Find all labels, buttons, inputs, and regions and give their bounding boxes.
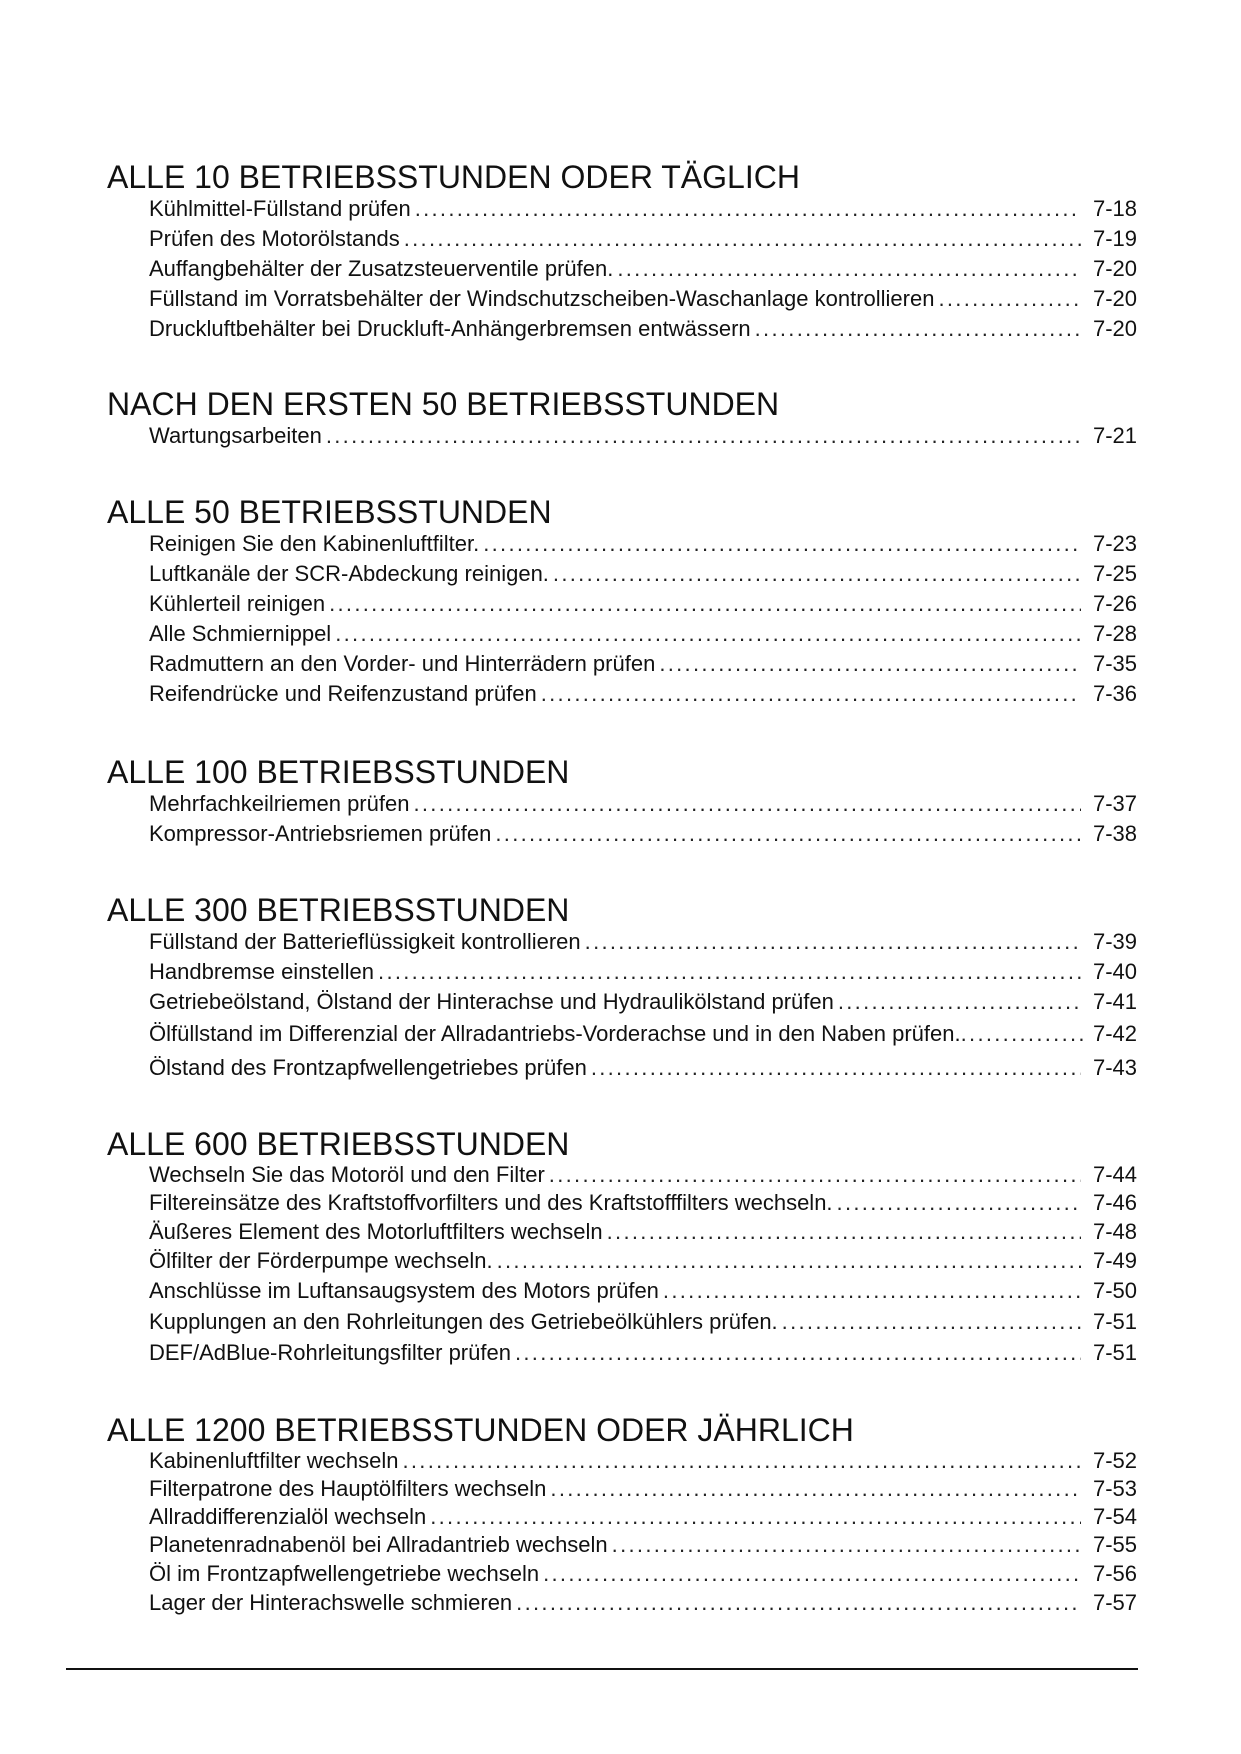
section-title: NACH DEN ERSTEN 50 BETRIEBSSTUNDEN bbox=[107, 386, 780, 422]
toc-entry[interactable] bbox=[149, 284, 1137, 314]
entry-page-number: 7-36 bbox=[1092, 681, 1137, 706]
entry-label: Anschlüsse im Luftansaugsystem des Motors prüfen bbox=[149, 1278, 659, 1303]
entry-page-number: 7-52 bbox=[1092, 1448, 1137, 1473]
entry-label: Mehrfachkeilriemen prüfen bbox=[149, 791, 410, 816]
dot-leader bbox=[550, 1474, 1081, 1503]
dot-leader bbox=[402, 1447, 1081, 1474]
section-first-50 bbox=[107, 387, 1137, 451]
entry-page-number: 7-49 bbox=[1092, 1248, 1137, 1273]
entry-label: Wartungsarbeiten bbox=[149, 423, 322, 448]
dot-leader bbox=[516, 1588, 1081, 1617]
entry-label: Planetenradnabenöl bei Allradantrieb wechseln bbox=[149, 1532, 608, 1557]
dot-leader bbox=[585, 927, 1081, 957]
dot-leader bbox=[612, 1531, 1081, 1559]
toc-entry[interactable] bbox=[149, 529, 1137, 559]
entry-label: Luftkanäle der SCR-Abdeckung reinigen. bbox=[149, 561, 549, 586]
entry-label: Getriebeölstand, Ölstand der Hinterachse und Hydraulikölstand prüfen bbox=[149, 989, 834, 1014]
entry-page-number: 7-21 bbox=[1092, 423, 1137, 448]
dot-leader bbox=[404, 224, 1081, 254]
toc-entry[interactable] bbox=[149, 1531, 1137, 1559]
entry-label: Kühlerteil reinigen bbox=[149, 591, 326, 616]
entry-page-number: 7-46 bbox=[1092, 1190, 1137, 1215]
entry-label: Allraddifferenzialöl wechseln bbox=[149, 1504, 427, 1529]
toc-entry[interactable] bbox=[149, 649, 1137, 679]
section-title: ALLE 50 BETRIEBSSTUNDEN bbox=[107, 494, 552, 530]
toc-entry[interactable] bbox=[149, 1246, 1137, 1276]
entry-label: Kabinenluftfilter wechseln bbox=[149, 1448, 399, 1473]
dot-leader bbox=[413, 789, 1081, 819]
toc-entry[interactable] bbox=[149, 559, 1137, 589]
entry-label: Filtereinsätze des Kraftstoffvorfilters und des Kraftstofffilters wechseln. bbox=[149, 1190, 833, 1215]
toc-entry[interactable] bbox=[149, 1306, 1137, 1337]
entry-page-number: 7-48 bbox=[1092, 1219, 1137, 1244]
dot-leader bbox=[335, 619, 1081, 649]
entry-list bbox=[107, 927, 1137, 1085]
entry-label: Füllstand der Batterieflüssigkeit kontrollieren bbox=[149, 929, 581, 954]
toc-entry[interactable] bbox=[149, 1588, 1137, 1617]
entry-list bbox=[107, 1161, 1137, 1368]
section-title: ALLE 10 BETRIEBSSTUNDEN ODER TÄGLICH bbox=[107, 159, 800, 195]
entry-page-number: 7-44 bbox=[1092, 1162, 1137, 1187]
toc-entry[interactable] bbox=[149, 1337, 1137, 1368]
section-300 bbox=[107, 893, 1137, 1085]
entry-label: Reinigen Sie den Kabinenluftfilter. bbox=[149, 531, 480, 556]
entry-page-number: 7-39 bbox=[1092, 929, 1137, 954]
entry-page-number: 7-28 bbox=[1092, 621, 1137, 646]
entry-label: Ölfilter der Förderpumpe wechseln. bbox=[149, 1248, 493, 1273]
entry-label: Kühlmittel-Füllstand prüfen bbox=[149, 196, 411, 221]
entry-label: Handbremse einstellen bbox=[149, 959, 375, 984]
toc-entry[interactable] bbox=[149, 314, 1137, 344]
section-100 bbox=[107, 755, 1137, 849]
toc-entry[interactable] bbox=[149, 789, 1137, 819]
entry-label: Äußeres Element des Motorluftfilters wechseln bbox=[149, 1219, 603, 1244]
entry-label: Kompressor-Antriebsriemen prüfen bbox=[149, 821, 492, 846]
dot-leader bbox=[326, 421, 1081, 451]
dot-leader bbox=[961, 1017, 1085, 1051]
entry-label: Füllstand im Vorratsbehälter der Windschutzscheiben-Waschanlage kontrollieren bbox=[149, 286, 935, 311]
dot-leader bbox=[617, 254, 1081, 284]
entry-label: Wechseln Sie das Motoröl und den Filter bbox=[149, 1162, 545, 1187]
entry-page-number: 7-19 bbox=[1092, 226, 1137, 251]
section-title: ALLE 100 BETRIEBSSTUNDEN bbox=[107, 754, 570, 790]
toc-entry[interactable] bbox=[149, 987, 1137, 1017]
entry-page-number: 7-43 bbox=[1092, 1055, 1137, 1080]
entry-page-number: 7-23 bbox=[1092, 531, 1137, 556]
dot-leader bbox=[497, 1246, 1081, 1276]
entry-page-number: 7-55 bbox=[1092, 1532, 1137, 1557]
section-600 bbox=[107, 1127, 1137, 1368]
toc-entry[interactable] bbox=[149, 819, 1137, 849]
entry-label: Ölstand des Frontzapfwellengetriebes prüfen bbox=[149, 1055, 587, 1080]
entry-label: Radmuttern an den Vorder- und Hinterrädern prüfen bbox=[149, 651, 656, 676]
dot-leader bbox=[495, 819, 1081, 849]
entry-label: Alle Schmiernippel bbox=[149, 621, 332, 646]
entry-page-number: 7-42 bbox=[1092, 1021, 1137, 1046]
entry-label: Auffangbehälter der Zusatzsteuerventile prüfen. bbox=[149, 256, 614, 281]
toc-entry[interactable] bbox=[149, 194, 1137, 224]
dot-leader bbox=[483, 529, 1081, 559]
section-50 bbox=[107, 495, 1137, 709]
toc-entry[interactable] bbox=[149, 1503, 1137, 1531]
toc-entry[interactable] bbox=[149, 679, 1137, 709]
section-title: ALLE 300 BETRIEBSSTUNDEN bbox=[107, 892, 570, 928]
entry-label: Ölfüllstand im Differenzial der Allradantriebs-Vorderachse und in den Naben prüfen. bbox=[149, 1021, 961, 1046]
entry-page-number: 7-20 bbox=[1092, 286, 1137, 311]
dot-leader bbox=[755, 314, 1081, 344]
entry-page-number: 7-35 bbox=[1092, 651, 1137, 676]
toc-entry[interactable] bbox=[149, 589, 1137, 619]
footer-divider bbox=[66, 1668, 1138, 1670]
section-title: ALLE 1200 BETRIEBSSTUNDEN ODER JÄHRLICH bbox=[107, 1412, 854, 1448]
dot-leader bbox=[543, 1559, 1081, 1588]
toc-entry[interactable] bbox=[149, 1161, 1137, 1188]
entry-page-number: 7-41 bbox=[1092, 989, 1137, 1014]
entry-page-number: 7-20 bbox=[1092, 256, 1137, 281]
entry-page-number: 7-53 bbox=[1092, 1476, 1137, 1501]
entry-list bbox=[107, 529, 1137, 709]
entry-list bbox=[107, 1447, 1137, 1617]
toc-entry[interactable] bbox=[149, 224, 1137, 254]
dot-leader bbox=[430, 1503, 1081, 1531]
entry-label: Filterpatrone des Hauptölfilters wechseln bbox=[149, 1476, 547, 1501]
dot-leader bbox=[515, 1337, 1081, 1368]
toc-entry[interactable] bbox=[149, 1017, 1137, 1051]
section-1200 bbox=[107, 1413, 1137, 1617]
entry-page-number: 7-56 bbox=[1092, 1561, 1137, 1586]
toc-entry[interactable] bbox=[149, 1474, 1137, 1503]
dot-leader bbox=[415, 194, 1081, 224]
toc-entry[interactable] bbox=[149, 254, 1137, 284]
entry-page-number: 7-18 bbox=[1092, 196, 1137, 221]
entry-label: Öl im Frontzapfwellengetriebe wechseln bbox=[149, 1561, 540, 1586]
entry-page-number: 7-50 bbox=[1092, 1278, 1137, 1303]
entry-label: Reifendrücke und Reifenzustand prüfen bbox=[149, 681, 537, 706]
dot-leader bbox=[591, 1051, 1081, 1085]
dot-leader bbox=[837, 1188, 1081, 1217]
dot-leader bbox=[607, 1217, 1081, 1246]
toc-entry[interactable] bbox=[149, 1188, 1137, 1217]
dot-leader bbox=[549, 1161, 1081, 1188]
entry-page-number: 7-37 bbox=[1092, 791, 1137, 816]
dot-leader bbox=[938, 284, 1081, 314]
entry-page-number: 7-40 bbox=[1092, 959, 1137, 984]
toc-entry[interactable] bbox=[149, 1447, 1137, 1474]
toc-entry[interactable] bbox=[149, 1559, 1137, 1588]
toc-entry[interactable] bbox=[149, 1051, 1137, 1085]
entry-page-number: 7-51 bbox=[1092, 1340, 1137, 1365]
toc-entry[interactable] bbox=[149, 927, 1137, 957]
entry-page-number: 7-26 bbox=[1092, 591, 1137, 616]
entry-label: Prüfen des Motorölstands bbox=[149, 226, 400, 251]
entry-label: Druckluftbehälter bei Druckluft-Anhängerbremsen entwässern bbox=[149, 316, 751, 341]
dot-leader bbox=[541, 679, 1081, 709]
dot-leader bbox=[663, 1276, 1081, 1306]
entry-list bbox=[107, 421, 1137, 451]
entry-list bbox=[107, 789, 1137, 849]
section-daily bbox=[107, 160, 1137, 344]
dot-leader bbox=[659, 649, 1081, 679]
section-title: ALLE 600 BETRIEBSSTUNDEN bbox=[107, 1126, 570, 1162]
dot-leader bbox=[329, 589, 1081, 619]
entry-page-number: 7-57 bbox=[1092, 1590, 1137, 1615]
toc-entry[interactable] bbox=[149, 957, 1137, 987]
dot-leader bbox=[838, 987, 1081, 1017]
entry-page-number: 7-20 bbox=[1092, 316, 1137, 341]
entry-label: DEF/AdBlue-Rohrleitungsfilter prüfen bbox=[149, 1340, 511, 1365]
dot-leader bbox=[378, 957, 1081, 987]
entry-page-number: 7-54 bbox=[1092, 1504, 1137, 1529]
dot-leader bbox=[553, 559, 1081, 589]
entry-page-number: 7-25 bbox=[1092, 561, 1137, 586]
toc-entry[interactable] bbox=[149, 1276, 1137, 1306]
toc-entry[interactable] bbox=[149, 619, 1137, 649]
entry-label: Lager der Hinterachswelle schmieren bbox=[149, 1590, 513, 1615]
toc-entry[interactable] bbox=[149, 421, 1137, 451]
entry-list bbox=[107, 194, 1137, 344]
dot-leader bbox=[782, 1306, 1081, 1337]
toc-entry[interactable] bbox=[149, 1217, 1137, 1246]
entry-page-number: 7-38 bbox=[1092, 821, 1137, 846]
entry-page-number: 7-51 bbox=[1092, 1309, 1137, 1334]
entry-label: Kupplungen an den Rohrleitungen des Getriebeölkühlers prüfen. bbox=[149, 1309, 778, 1334]
